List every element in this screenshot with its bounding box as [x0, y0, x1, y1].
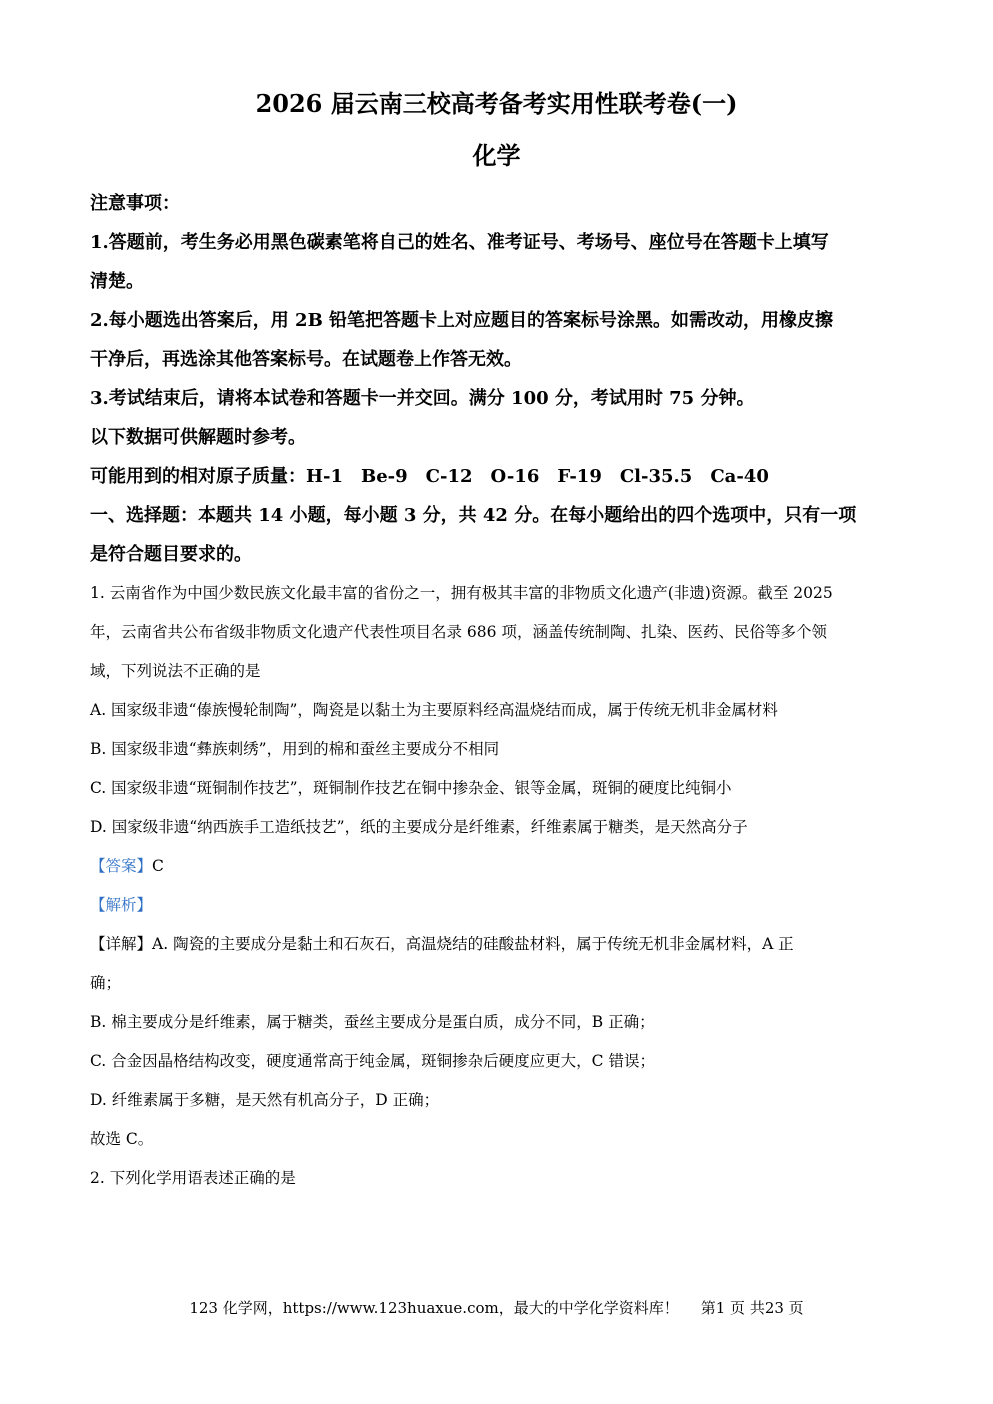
question-1-stem-line-2: 年，云南省共公布省级非物质文化遗产代表性项目名录 686 项，涵盖传统制陶、扎染、医药、民俗等多个领: [90, 623, 827, 641]
question-1-detail-line-1: [90, 925, 910, 964]
notice-item-2-line-2: 干净后，再选涂其他答案标号。在试题卷上作答无效。: [90, 349, 522, 370]
exam-content: [90, 184, 910, 1198]
question-1-option-d: D. 国家级非遗“纳西族手工造纸技艺”，纸的主要成分是纤维素，纤维素属于糖类，是天然高分子: [90, 818, 748, 836]
atomic-mass-list: 可能用到的相对原子质量：H-1 Be-9 C-12 O-16 F-19 Cl-35.5 Ca-40: [90, 466, 769, 487]
answer-value: C: [152, 857, 164, 875]
notice-item-2-line-1: 2.每小题选出答案后，用 2B 铅笔把答题卡上对应题目的答案标号涂黑。如需改动，用橡皮擦: [90, 310, 834, 331]
footer-page-number: 第1 页 共23 页: [700, 1299, 804, 1317]
page-footer: [0, 1296, 993, 1320]
question-1-option-b: B. 国家级非遗“彝族刺绣”，用到的棉和蚕丝主要成分不相同: [90, 740, 500, 758]
detail-text-a: A. 陶瓷的主要成分是黏土和石灰石，高温烧结的硅酸盐材料，属于传统无机非金属材料，A 正: [152, 935, 794, 953]
notice-item-1-line-1: 1.答题前，考生务必用黑色碳素笔将自己的姓名、准考证号、考场号、座位号在答题卡上填写: [90, 232, 829, 253]
notice-heading: 注意事项：: [90, 193, 180, 214]
notice-item-3: 3.考试结束后，请将本试卷和答题卡一并交回。满分 100 分，考试用时 75 分钟。: [90, 388, 755, 409]
detail-tag: 【详解】: [90, 935, 153, 953]
section-1-heading-line-1: 一、选择题：本题共 14 小题，每小题 3 分，共 42 分。在每小题给出的四个选项中，只有一项: [90, 505, 857, 526]
question-1-option-c: C. 国家级非遗“斑铜制作技艺”，斑铜制作技艺在铜中掺杂金、银等金属，斑铜的硬度比纯铜小: [90, 779, 732, 797]
question-1-stem-line-3: 域，下列说法不正确的是: [90, 662, 261, 680]
analysis-tag: 【解析】: [90, 896, 153, 914]
data-reference-note: 以下数据可供解题时参考。: [90, 427, 306, 448]
exam-title: 2026 届云南三校高考备考实用性联考卷(一): [255, 89, 738, 118]
question-1-conclusion: 故选 C。: [90, 1130, 154, 1148]
footer-site-text: 123 化学网，https://www.123huaxue.com，最大的中学化学资料库！: [189, 1299, 679, 1317]
question-1-detail-b: B. 棉主要成分是纤维素，属于糖类，蚕丝主要成分是蛋白质，成分不同，B 正确；: [90, 1013, 655, 1031]
question-1-answer: [90, 847, 910, 886]
question-1-detail-line-2: 确；: [90, 974, 122, 992]
answer-tag: 【答案】: [90, 857, 153, 875]
notice-item-1-line-2: 清楚。: [90, 271, 144, 292]
question-1-analysis: [90, 886, 910, 925]
question-1-detail-c: C. 合金因晶格结构改变，硬度通常高于纯金属，斑铜掺杂后硬度应更大，C 错误；: [90, 1052, 655, 1070]
question-1-stem-line-1: 1. 云南省作为中国少数民族文化最丰富的省份之一，拥有极其丰富的非物质文化遗产(非遗)资源。截至 2025: [90, 584, 833, 602]
section-1-heading-line-2: 是符合题目要求的。: [90, 544, 252, 565]
question-1-option-a: A. 国家级非遗“傣族慢轮制陶”，陶瓷是以黏土为主要原料经高温烧结而成，属于传统无机非金属材料: [90, 701, 778, 719]
question-1-detail-d: D. 纤维素属于多糖，是天然有机高分子，D 正确；: [90, 1091, 440, 1109]
question-2-stem: 2. 下列化学用语表述正确的是: [90, 1169, 296, 1187]
exam-subject: 化学: [472, 141, 521, 170]
